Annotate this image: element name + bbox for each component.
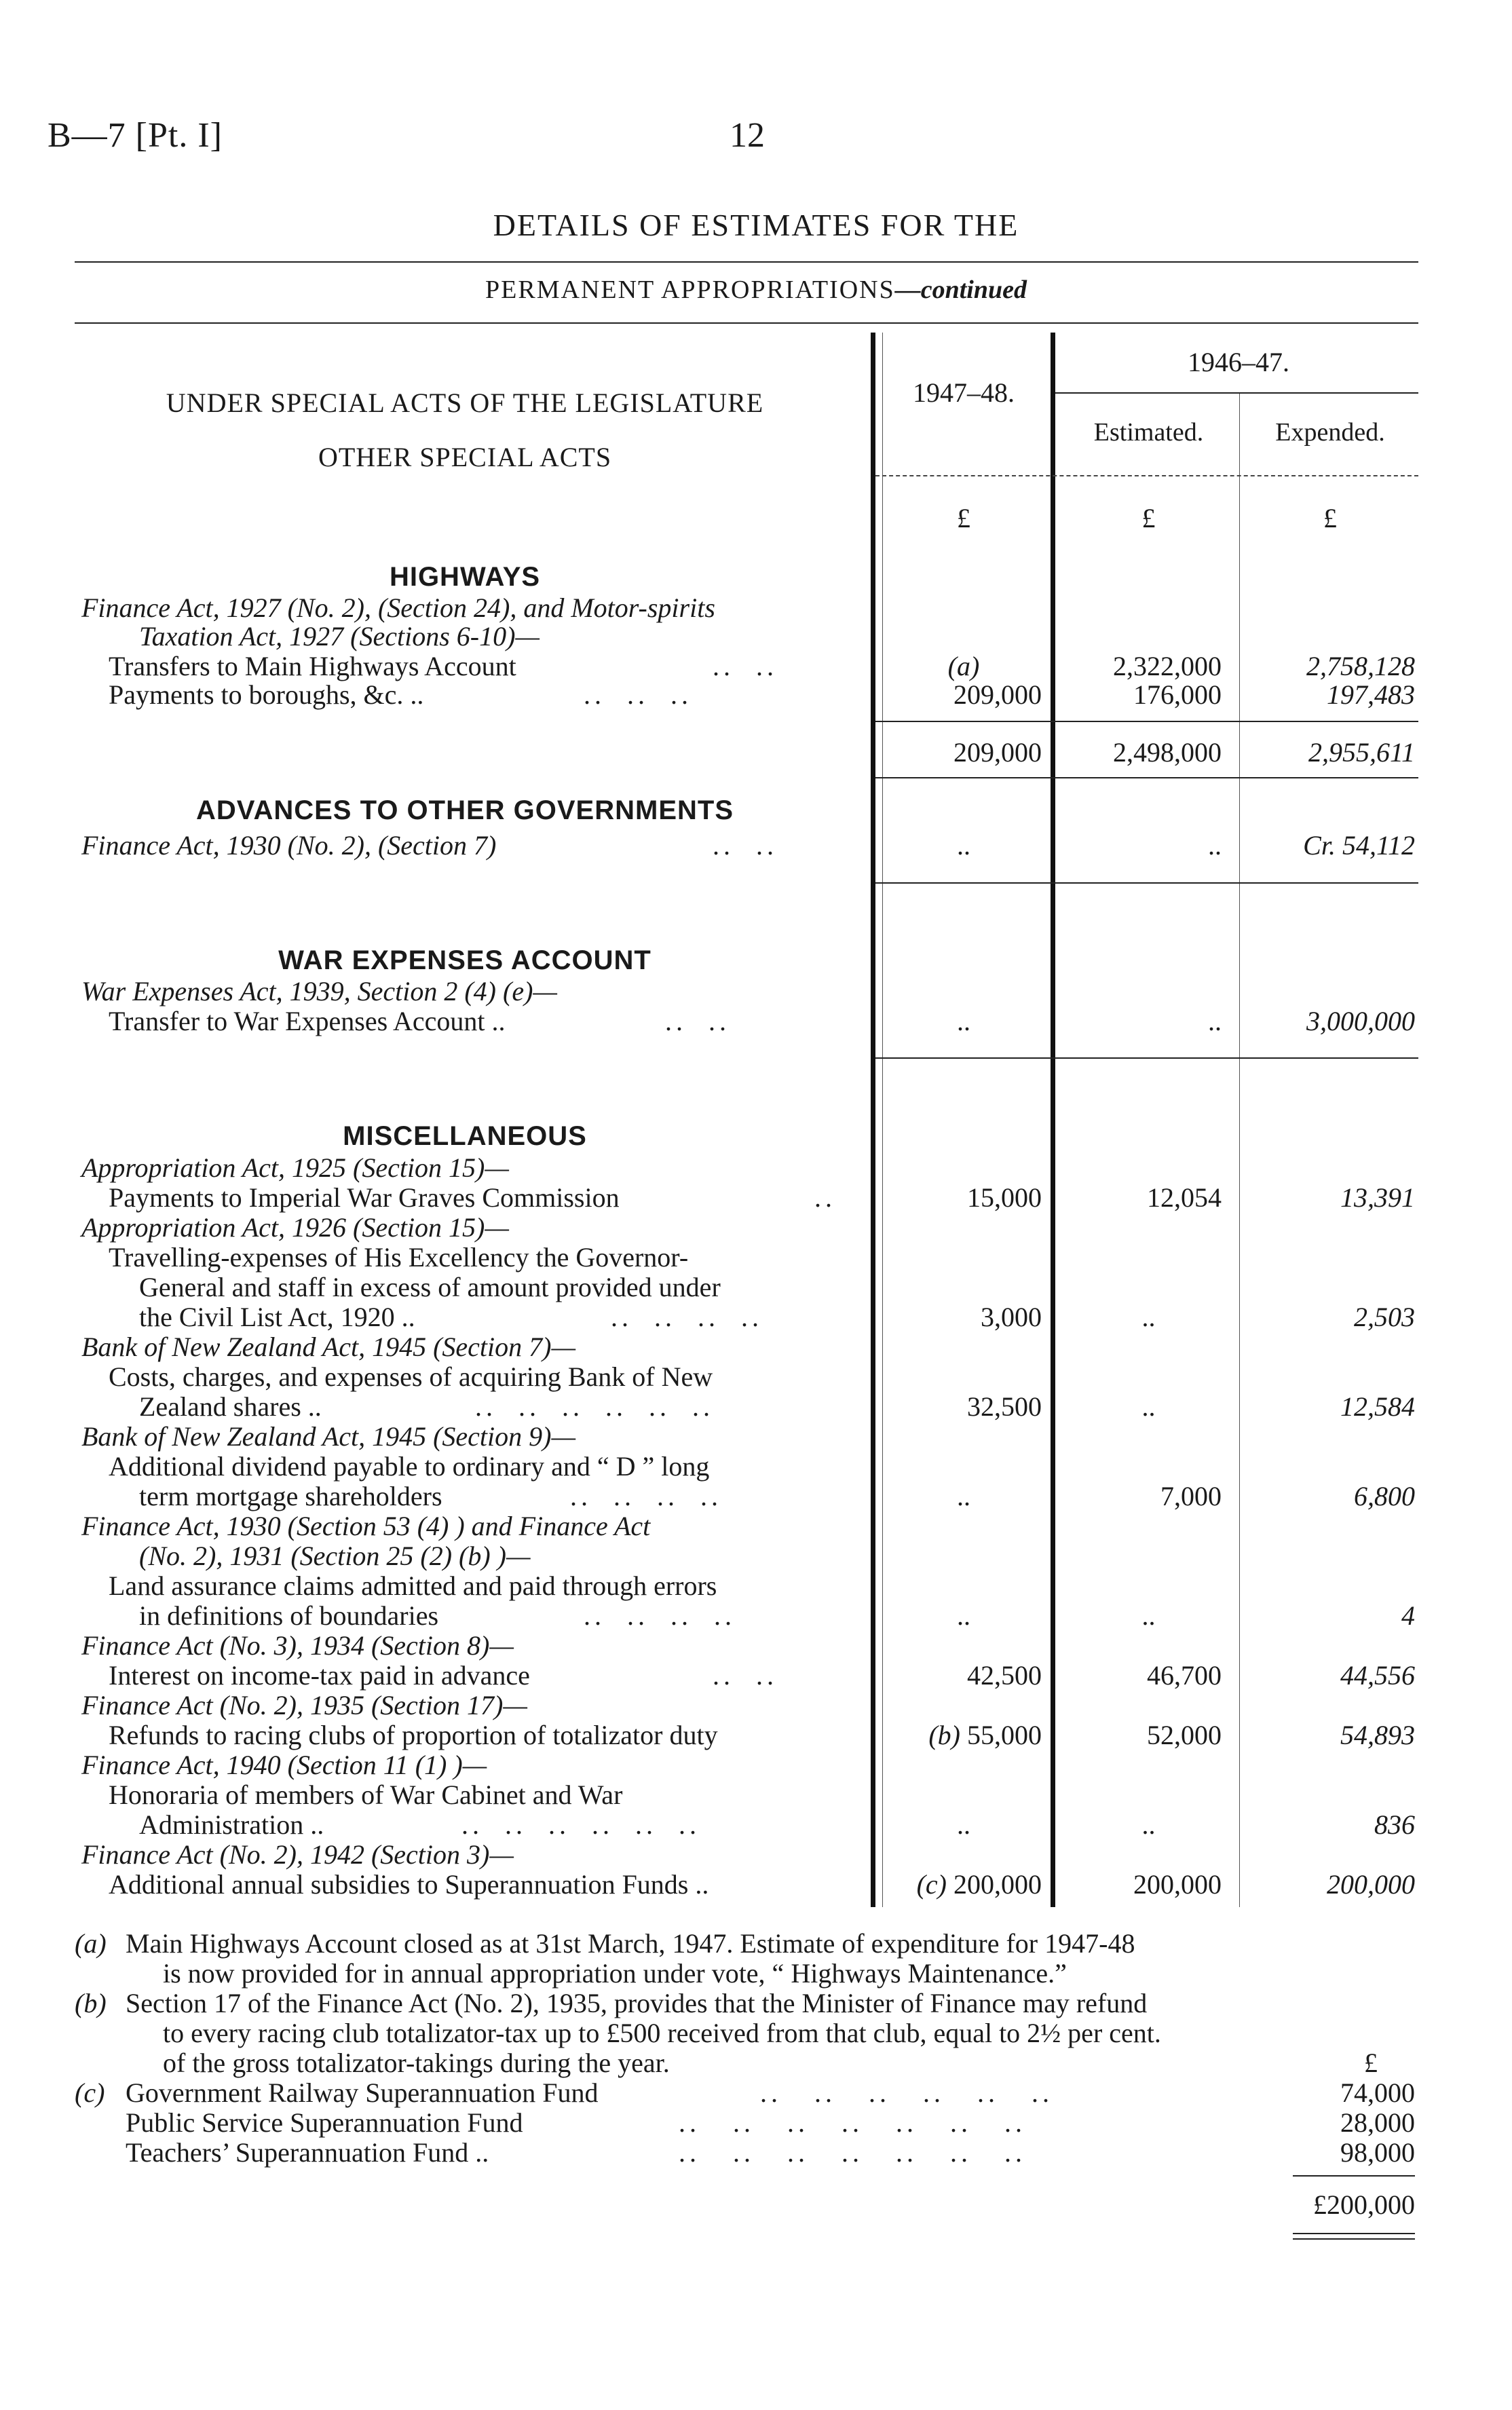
- act-reference: Bank of New Zealand Act, 1945 (Section 9)—: [81, 1421, 576, 1452]
- total-1947: 209,000: [953, 737, 1042, 768]
- dot-leader: .. ..: [665, 1006, 730, 1036]
- cell-expended: 2,758,128: [1306, 651, 1415, 681]
- cell-expended: 6,800: [1354, 1481, 1415, 1511]
- header-rule-1946: [1055, 392, 1418, 394]
- cell-expended: 12,584: [1340, 1391, 1415, 1422]
- footnote-ref-a: (a): [947, 651, 980, 681]
- cell-expended: 2,503: [1354, 1302, 1415, 1332]
- dot-leader: .. .. .. .. .. .. ..: [679, 2137, 1026, 2168]
- col-header-expended: Expended.: [1275, 418, 1385, 447]
- total-expended: 2,955,611: [1308, 737, 1415, 768]
- cell-estimated: ..: [1141, 1391, 1156, 1422]
- footnote-b: Section 17 of the Finance Act (No. 2), 1935, provides that the Minister of Finance may refund: [126, 1988, 1148, 2018]
- cell-estimated: 46,700: [1147, 1660, 1222, 1691]
- dot-leader: .. .. .. .. .. ..: [461, 1809, 700, 1840]
- act-reference: Finance Act, 1927 (No. 2), (Section 24), and Motor-spirits: [81, 592, 715, 623]
- dot-leader: .. .. .. ..: [611, 1302, 763, 1332]
- act-reference: (No. 2), 1931 (Section 25 (2) (b) )—: [139, 1541, 531, 1571]
- cell-estimated: ..: [1141, 1809, 1156, 1840]
- cell-estimated: 7,000: [1160, 1481, 1222, 1511]
- cell-expended: 54,893: [1340, 1720, 1415, 1750]
- sum-rule: [1293, 2175, 1415, 2177]
- cell-estimated: 176,000: [1133, 679, 1222, 710]
- footnote-b-mark: (b): [75, 1988, 107, 2018]
- cell-expended: 44,556: [1340, 1660, 1415, 1691]
- fund-name: Teachers’ Superannuation Fund ..: [126, 2137, 489, 2168]
- fund-name: Public Service Superannuation Fund: [126, 2107, 523, 2138]
- fund-amount: 98,000: [1340, 2137, 1415, 2168]
- dot-leader: .. ..: [713, 830, 778, 861]
- col-header-1946: 1946–47.: [1188, 347, 1289, 377]
- cell-estimated: 200,000: [1133, 1869, 1222, 1900]
- footnote-b: of the gross totalizator-takings during the year.: [163, 2048, 670, 2078]
- fund-total: £200,000: [1313, 2189, 1415, 2220]
- section-rule: [875, 1057, 1418, 1059]
- page-subtitle: PERMANENT APPROPRIATIONS—continued: [485, 276, 1027, 304]
- item-label: in definitions of boundaries: [139, 1600, 439, 1631]
- cell-estimated: 2,322,000: [1113, 651, 1222, 681]
- footnote-b: to every racing club totalizator-tax up to £500 received from that club, equal to 2½ per cent.: [163, 2018, 1161, 2048]
- dot-leader: .. ..: [713, 1660, 778, 1691]
- cell-1947: ..: [957, 1481, 970, 1511]
- item-label: Refunds to racing clubs of proportion of totalizator duty: [109, 1720, 718, 1750]
- title-rule: [75, 261, 1418, 263]
- subtitle-rule: [75, 322, 1418, 324]
- cell-expended: Cr. 54,112: [1303, 830, 1415, 861]
- total-rule-bottom: [875, 777, 1418, 778]
- header-rule-bottom: [875, 475, 1418, 476]
- section-heading-miscellaneous: MISCELLANEOUS: [343, 1121, 587, 1151]
- footnote-c-mark: (c): [75, 2077, 105, 2108]
- page-title: DETAILS OF ESTIMATES FOR THE: [493, 208, 1019, 242]
- act-reference: Finance Act, 1940 (Section 11 (1) )—: [81, 1750, 487, 1780]
- currency-1947: £: [957, 503, 970, 533]
- cell-1947: ..: [957, 1006, 970, 1036]
- dot-leader: .. .. .. .. .. ..: [760, 2077, 1053, 2108]
- cell-expended: 200,000: [1327, 1869, 1415, 1900]
- cell-expended: 3,000,000: [1306, 1006, 1415, 1036]
- cell-estimated: ..: [1208, 830, 1222, 861]
- col-divider-2: [1239, 394, 1240, 1907]
- act-reference: Finance Act (No. 2), 1935 (Section 17)—: [81, 1690, 527, 1720]
- col-header-estimated: Estimated.: [1093, 418, 1204, 447]
- act-reference: Finance Act, 1930 (Section 53 (4) ) and Finance Act: [81, 1511, 651, 1541]
- header-other-acts: OTHER SPECIAL ACTS: [318, 442, 612, 472]
- section-heading-highways: HIGHWAYS: [389, 562, 541, 592]
- item-label: Additional dividend payable to ordinary and “ D ” long: [109, 1451, 710, 1482]
- cell-1947: ..: [957, 830, 970, 861]
- item-label: Transfer to War Expenses Account ..: [109, 1006, 506, 1036]
- footnote-a-mark: (a): [75, 1928, 107, 1959]
- cell-expended: 197,483: [1327, 679, 1415, 710]
- footnote-a: Main Highways Account closed as at 31st March, 1947. Estimate of expenditure for 1947-48: [126, 1928, 1135, 1959]
- pound-sign: £: [1364, 2048, 1378, 2078]
- section-rule: [875, 882, 1418, 884]
- cell-estimated: ..: [1141, 1302, 1156, 1332]
- dot-leader: .. .. .. .. .. ..: [475, 1391, 714, 1422]
- act-reference: Appropriation Act, 1926 (Section 15)—: [81, 1212, 509, 1243]
- cell-expended: 13,391: [1340, 1182, 1415, 1213]
- cell-estimated: 52,000: [1147, 1720, 1222, 1750]
- cell-expended: 4: [1401, 1600, 1415, 1631]
- dot-leader: .. .. .. .. .. .. ..: [679, 2107, 1026, 2138]
- act-reference: Finance Act (No. 3), 1934 (Section 8)—: [81, 1630, 514, 1661]
- cell-1947: ..: [957, 1809, 970, 1840]
- header-special-acts: UNDER SPECIAL ACTS OF THE LEGISLATURE: [166, 388, 764, 418]
- item-label: Payments to Imperial War Graves Commission: [109, 1182, 620, 1213]
- cell-estimated: 12,054: [1147, 1182, 1222, 1213]
- cell-1947: 209,000: [953, 679, 1042, 710]
- act-reference: Finance Act, 1930 (No. 2), (Section 7): [81, 830, 497, 861]
- col-divider-bold-2: [1051, 333, 1055, 1907]
- page-number: 12: [730, 116, 765, 155]
- item-label: Zealand shares ..: [139, 1391, 322, 1422]
- dot-leader: .. .. .. ..: [570, 1481, 722, 1511]
- item-label: Payments to boroughs, &c. ..: [109, 679, 424, 710]
- cell-1947: 42,500: [967, 1660, 1042, 1691]
- item-label: Transfers to Main Highways Account: [109, 651, 516, 681]
- cell-1947: 32,500: [967, 1391, 1042, 1422]
- act-reference: Appropriation Act, 1925 (Section 15)—: [81, 1152, 509, 1183]
- item-label: Land assurance claims admitted and paid through errors: [109, 1570, 717, 1601]
- total-estimated: 2,498,000: [1113, 737, 1222, 768]
- dot-leader: .. ..: [713, 651, 778, 681]
- cell-estimated: ..: [1141, 1600, 1156, 1631]
- footnote-a: is now provided for in annual appropriation under vote, “ Highways Maintenance.”: [163, 1958, 1067, 1989]
- item-label: Interest on income-tax paid in advance: [109, 1660, 530, 1691]
- item-label: Administration ..: [139, 1809, 324, 1840]
- item-label: term mortgage shareholders: [139, 1481, 442, 1511]
- total-rule-top: [875, 721, 1418, 722]
- dot-leader: .. .. ..: [584, 679, 692, 710]
- act-reference: Taxation Act, 1927 (Sections 6-10)—: [139, 621, 540, 652]
- dot-leader: ..: [814, 1182, 836, 1213]
- act-reference: War Expenses Act, 1939, Section 2 (4) (e)—: [81, 976, 557, 1006]
- page-reference: B—7 [Pt. I]: [48, 116, 223, 155]
- cell-1947: 3,000: [981, 1302, 1042, 1332]
- dot-leader: .. .. .. ..: [584, 1600, 736, 1631]
- item-label: Travelling-expenses of His Excellency the Governor-: [109, 1242, 689, 1273]
- footnote-ref-c: (c): [916, 1869, 947, 1900]
- item-label: the Civil List Act, 1920 ..: [139, 1302, 415, 1332]
- footnote-ref-b: (b): [928, 1720, 960, 1750]
- section-heading-advances: ADVANCES TO OTHER GOVERNMENTS: [195, 795, 734, 825]
- fund-name: Government Railway Superannuation Fund: [126, 2077, 599, 2108]
- currency-estimated: £: [1141, 503, 1156, 533]
- fund-amount: 74,000: [1340, 2077, 1415, 2108]
- item-label: Costs, charges, and expenses of acquiring Bank of New: [109, 1361, 713, 1392]
- col-header-1947: 1947–48.: [913, 377, 1015, 408]
- double-rule: [1293, 2233, 1415, 2234]
- fund-amount: 28,000: [1340, 2107, 1415, 2138]
- section-heading-war-expenses: WAR EXPENSES ACCOUNT: [278, 945, 651, 975]
- cell-estimated: ..: [1208, 1006, 1222, 1036]
- double-rule: [1293, 2238, 1415, 2240]
- item-label: General and staff in excess of amount provided under: [139, 1272, 721, 1302]
- item-label: Honoraria of members of War Cabinet and War: [109, 1780, 623, 1810]
- cell-1947: (c) 200,000: [916, 1869, 1042, 1900]
- act-reference: Bank of New Zealand Act, 1945 (Section 7)—: [81, 1332, 576, 1362]
- cell-1947: (b) 55,000: [928, 1720, 1042, 1750]
- cell-1947: ..: [957, 1600, 970, 1631]
- cell-expended: 836: [1374, 1809, 1415, 1840]
- item-label: Additional annual subsidies to Superannuation Funds ..: [109, 1869, 709, 1900]
- cell-1947: 15,000: [967, 1182, 1042, 1213]
- col-divider-bold-1: [871, 333, 875, 1907]
- currency-expended: £: [1323, 503, 1337, 533]
- act-reference: Finance Act (No. 2), 1942 (Section 3)—: [81, 1839, 514, 1870]
